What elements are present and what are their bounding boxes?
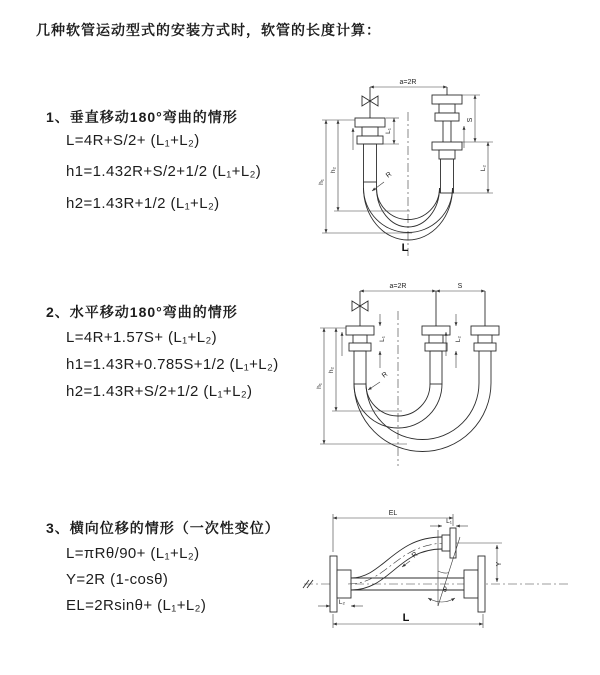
dim-label-l2: L₂	[455, 335, 462, 343]
diagram-vertical-180-bend	[312, 70, 590, 265]
page-title: 几种软管运动型式的安装方式时，软管的长度计算：	[36, 22, 381, 38]
dim-label-l1: L₁	[379, 336, 386, 342]
dim-label-l1: L₁	[446, 518, 452, 525]
diagram-lateral-displacement	[298, 502, 600, 652]
right-pipe-assembly	[432, 87, 464, 193]
section-3-heading: 3、横向位移的情形（一次性变位）	[46, 520, 280, 536]
section-3-formula-Y: Y=2R (1-cosθ)	[66, 571, 169, 588]
dim-label-el: EL	[388, 510, 398, 517]
section-2-formula-L: L=4R+1.57S+ (L₁+L₂)	[66, 329, 218, 346]
middle-pipe-assembly	[422, 291, 450, 384]
dim-label-l2: L₂	[338, 599, 346, 606]
section-3-formula-L: L=πRθ/90+ (L₁+L₂)	[66, 545, 200, 562]
dim-label-a2r: a=2R	[399, 79, 417, 86]
diagram-horizontal-180-bend	[312, 276, 600, 474]
length-label: L	[401, 242, 409, 254]
hose-u-bend	[354, 383, 491, 452]
upper-right-flange	[442, 528, 456, 558]
length-label: L	[402, 612, 410, 624]
dim-label-h2: h₂	[330, 166, 337, 174]
section-1-formula-h1: h1=1.432R+S/2+1/2 (L₁+L₂)	[66, 163, 262, 180]
radius-label: R	[384, 170, 394, 180]
left-pipe-assembly	[353, 87, 385, 182]
section-3-formula-EL: EL=2Rsinθ+ (L₁+L₂)	[66, 597, 207, 614]
dim-label-a2r: a=2R	[389, 283, 407, 290]
dim-label-s: S	[457, 283, 463, 290]
left-pipe-assembly	[342, 291, 374, 384]
dimension-lines	[318, 510, 503, 628]
section-1-formula-h2: h2=1.43R+1/2 (L₁+L₂)	[66, 195, 220, 212]
radius-label: R	[380, 370, 390, 380]
dimension-lines	[316, 283, 485, 444]
dim-label-l2: L₂	[480, 164, 487, 172]
section-1-formula-L: L=4R+S/2+ (L₁+L₂)	[66, 132, 200, 149]
lower-right-flange	[464, 556, 485, 612]
displaced-hose-s-curve	[348, 537, 448, 590]
section-1-heading: 1、垂直移动180°弯曲的情形	[46, 109, 238, 125]
right-pipe-assembly	[471, 291, 499, 383]
section-2-formula-h1: h1=1.43R+0.785S+1/2 (L₁+L₂)	[66, 356, 279, 373]
radius-label: R	[410, 550, 420, 560]
section-2-formula-h2: h2=1.43R+S/2+1/2 (L₁+L₂)	[66, 383, 253, 400]
dim-label-y: Y	[496, 561, 503, 567]
section-2-heading: 2、水平移动180°弯曲的情形	[46, 304, 238, 320]
dimension-lines	[318, 79, 493, 254]
dim-label-h1: h₁	[316, 383, 323, 389]
angle-label: θ	[443, 587, 447, 594]
dim-label-l1: L₁	[385, 128, 392, 134]
dim-label-h2: h₂	[328, 366, 335, 374]
dim-label-h1: h₁	[318, 179, 325, 185]
dim-label-s: S	[467, 117, 474, 123]
